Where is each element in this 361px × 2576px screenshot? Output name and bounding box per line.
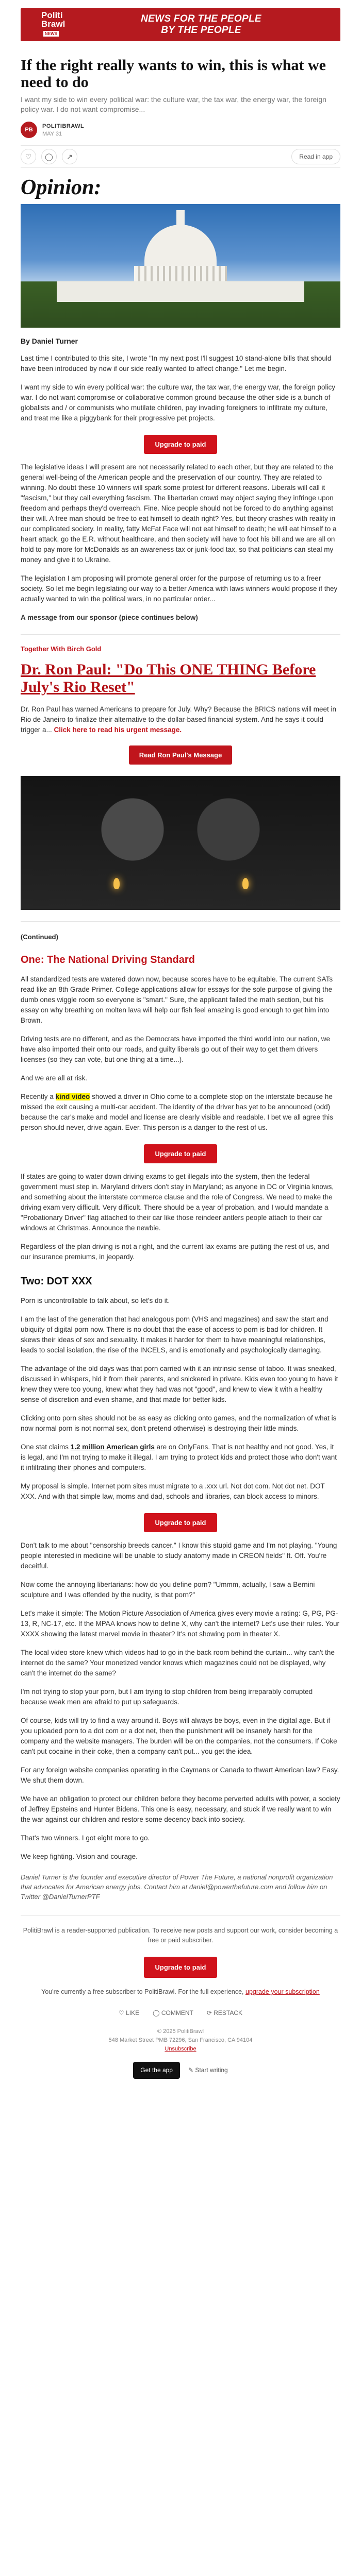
footer xyxy=(21,1915,340,2079)
restack-button[interactable]: ⟳ RESTACK xyxy=(206,2009,243,2016)
copyright: © 2025 PolitiBrawl xyxy=(157,2028,204,2035)
upgrade-button[interactable]: Upgrade to paid xyxy=(144,1957,218,1978)
sponsor-note: A message from our sponsor (piece continues below) xyxy=(21,614,198,621)
paragraph: Last time I contributed to this site, I wrote "In my next post I'll suggest 10 stand-alone bills that should have been introduced by now if our side really wanted to affect change." Let me begin. xyxy=(21,354,332,372)
paragraph: For any foreign website companies operating in the Caymans or Canada to thwart American law? Easy. We shut them down. xyxy=(21,1766,339,1784)
footer-actions xyxy=(21,2008,340,2018)
ad-body: Dr. Ron Paul has warned Americans to prepare for July. Why? Because the BRICS nations will meet in Rio de Janeiro to finalize their alternative to the dollar-based financial system. And he says it could trigger a... Click here to read his urgent message. xyxy=(21,705,337,734)
divider xyxy=(21,634,340,635)
paragraph: The local video store knew which videos had to go in the back room behind the curtain... why can't the internet do the same? Your monetized vendor knows which magazines could not be displayed, why can't the internet do the same? xyxy=(21,1649,335,1677)
paragraph: Driving tests are no different, and as the Democrats have imported the third world into our nation, we have also imported their onto our roads, and guilty liberals go out of their way to get them drivers licenses (so they can vote, but one thing at a time...). xyxy=(21,1035,331,1063)
paragraph: The advantage of the old days was that porn carried with it an intrinsic sense of taboo. It was sneaked, discussed in whispers, hid it from their parents, and snickered in private. Kids even too young to have it knew they were too young, knew what they had was not "good", and knew to view it with a healthy sense of discretion and even shame, and that made for better kids. xyxy=(21,1365,338,1403)
paragraph: I want my side to win every political war: the culture war, the tax war, the energy war, the foreign policy war. I do not want compromise or collaborative common ground because the other side is a bunch of globalists and / or communists who mutilate children, pay invading foreigners to infiltrate my culture, and treat me like a piggybank for their progressive pet projects. xyxy=(21,383,336,422)
ad-button[interactable]: Read Ron Paul's Message xyxy=(129,745,233,765)
paragraph: The legislation I am proposing will promote general order for the purpose of returning us to a freer society. So let me begin legislating our way to a better America with laws winners would propose if they actually wanted to win the political wars, in no particular order... xyxy=(21,574,338,603)
paragraph: Let's make it simple: The Motion Picture Association of America gives every movie a rating: G, PG, PG-13, R, NC-17, etc. If the MPAA knows how to define X, why can't the internet? Let's use their rules. Your XXXX showing the latest marvel movie in theater? It's not showing porn in theater X. xyxy=(21,1609,339,1638)
start-writing-link[interactable]: ✎ Start writing xyxy=(188,2066,228,2074)
author-line: By Daniel Turner xyxy=(21,337,78,345)
paragraph: Don't talk to me about "censorship breeds cancer." I know this stupid game and I'm not playing. "Young people interested in medicine will be unable to study anatomy made in CREON fields" ft. Off. You're deceitful. xyxy=(21,1541,337,1570)
paragraph: That's two winners. I got eight more to go. xyxy=(21,1834,150,1842)
highlight[interactable]: kind video xyxy=(55,1093,90,1100)
paragraph: And we are all at risk. xyxy=(21,1074,88,1082)
paragraph: If states are going to water down driving exams to get illegals into the system, then the federal government must step in. Maryland drivers don't stay in Maryland; as anyone in DC or Virginia knows, and something about the interstate commerce clause and the role of Congress. We need to make the driving exam very difficult. Very difficult. There should be a year of probation, and I would mandate a "Probationary Driver" flag attached to their car like those reindeer antlers people attach to their car windows at Christmas. Announce the newbie. xyxy=(21,1173,334,1232)
paragraph: My proposal is simple. Internet porn sites must migrate to a .xxx url. Not dot com. Not dot net. DOT XXX. And with that simple law, moms and dad, schools and libraries, can block access to minors. xyxy=(21,1482,325,1500)
post-subtitle: I want my side to win every political war: the culture war, the tax war, the energy war, the foreign policy war. I do not want compromise... xyxy=(21,95,326,113)
paragraph: Clicking onto porn sites should not be as easy as clicking onto games, and the normalization of what is now normal porn is not normal sex, don't pretend otherwise) is destroying their little minds. xyxy=(21,1414,337,1432)
paragraph: One stat claims 1.2 million American girls are on OnlyFans. That is not healthy and not good. Yes, it is legal, and I'm not trying to make it illegal. I am trying to protect kids and protect those who don't want it infiltrating their phones and computers. xyxy=(21,1443,337,1471)
header-banner[interactable] xyxy=(21,8,340,41)
ad-photo[interactable] xyxy=(21,776,340,910)
paragraph: I'm not trying to stop your porn, but I am trying to stop children from being irreparably corrupted because weak men are afraid to put up safeguards. xyxy=(21,1688,313,1706)
paragraph: Now come the annoying libertarians: how do you define porn? "Ummm, actually, I saw a Bernini sculpture and I was offended by the nudity, is that porn?" xyxy=(21,1581,315,1599)
paragraph: All standardized tests are watered down now, because scores have to be equitable. The current SATs read like an 8th Grade Primer. College applications allow for essays for the sole purpose of giving the dumb ones wiggle room so everyone is "smart." Sure, the applicant failed the math section, but his essay on why breathing on molten lava will help our fish feel amazing is good enough to get him into Brown. xyxy=(21,975,333,1024)
free-subscriber-note: You're currently a free subscriber to PolitiBrawl. For the full experience, upgrade your subscription xyxy=(41,1988,320,1995)
paragraph: Recently a kind video showed a driver in Ohio come to a complete stop on the interstate because he missed the exit causing a multi-car accident. The identity of the driver has yet to be announced (odd) because the car's make and model and license are clearly visible and readable. I bet we all agree this person should never, drive again. Ever. This person is a danger to the rest of us. xyxy=(21,1093,333,1131)
post-actions xyxy=(21,145,340,168)
post-date: MAY 31 xyxy=(42,130,62,137)
logo-top-text: Politi xyxy=(41,10,63,20)
publication-name[interactable]: POLITIBRAWL xyxy=(42,123,85,129)
paragraph: Porn is uncontrollable to talk about, so let's do it. xyxy=(21,1297,170,1304)
paragraph: I am the last of the generation that had analogous porn (VHS and magazines) and saw the start and ubiquity of digital porn now. There is no doubt that the ease of access to porn is bad for children. It skews their ideas of sex and sexuality. It makes it harder for them to have meaningful relationships, leads to social isolation, the rise of the INCELS, and is emotionally and psychologically damaging. xyxy=(21,1315,329,1354)
section-heading: One: The National Driving Standard xyxy=(21,954,195,965)
continued-label: (Continued) xyxy=(21,933,58,941)
ad-link[interactable]: Click here to read his urgent message. xyxy=(54,726,182,734)
post-title[interactable]: If the right really wants to win, this is what we need to do xyxy=(21,57,326,91)
comment-button[interactable]: ◯ COMMENT xyxy=(153,2009,193,2016)
heart-icon[interactable]: ♡ xyxy=(21,149,36,164)
paragraph: We keep fighting. Vision and courage. xyxy=(21,1853,138,1860)
stat-link[interactable]: 1.2 million American girls xyxy=(70,1443,155,1451)
like-button[interactable]: ♡ LIKE xyxy=(118,2009,140,2016)
reader-note: PolitiBrawl is a reader-supported publication. To receive new posts and support our work, consider becoming a free or paid subscriber. xyxy=(23,1927,338,1944)
divider xyxy=(21,921,340,922)
paragraph: The legislative ideas I will present are not necessarily related to each other, but they are related to the general well-being of the American people and the preservation of our country. They are related to winning. No doubt these 10 winners will spark some protest for different reasons. Liberals will call it "fascism," but they call everything fascism. The libertarian crowd may object saying they infringe upon freedom and perhaps they'd overreach. Fine. Nice people should not be forced to do anything against their will. A free man should be free to eat himself to death right? Yes, but theory crashes with reality in our complicated society. In reality, fatty McFat Face will not eat himself to death; he will eat himself to a heart attack, go the E.R. without healthcare, and then society will have to foot his bill and we are all on hold to pay more for McDonalds as an awareness tax or junk-food tax, so that politicians can steal my money and give it to Ukraine. xyxy=(21,463,337,564)
comment-icon[interactable]: ◯ xyxy=(41,149,57,164)
capitol-image xyxy=(21,204,340,328)
unsubscribe-link[interactable]: Unsubscribe xyxy=(165,2046,196,2052)
avatar[interactable]: PB xyxy=(21,122,37,138)
paragraph: Regardless of the plan driving is not a right, and the current lax exams are putting the rest of us, and our insurance premiums, in jeopardy. xyxy=(21,1243,330,1261)
politibrawl-logo xyxy=(41,12,83,37)
section-label: Opinion: xyxy=(21,176,102,199)
paragraph: Of course, kids will try to find a way around it. Boys will always be boys, even in the digital age. But if you uploaded porn to a dot com or a dot net, then the punishment will be insanely harsh for the company and the website managers. The burden will be on the companies, not the consumers. If Coke can't put cocaine in their coke, then a company can't put... you get the idea. xyxy=(21,1717,337,1755)
get-app-button[interactable]: Get the app xyxy=(133,2062,180,2079)
read-in-app-button[interactable]: Read in app xyxy=(291,149,340,164)
byline xyxy=(21,122,340,138)
app-links xyxy=(21,2062,340,2079)
section-heading: Two: DOT XXX xyxy=(21,1276,92,1287)
address: 548 Market Street PMB 72296, San Francisco, CA 94104 xyxy=(108,2037,253,2043)
header-tagline: NEWS FOR THE PEOPLE BY THE PEOPLE xyxy=(141,13,261,36)
share-icon[interactable]: ↗ xyxy=(62,149,77,164)
upgrade-button[interactable]: Upgrade to paid xyxy=(144,1513,218,1532)
logo-bottom-text: Brawl xyxy=(41,19,65,29)
legal-info xyxy=(21,2027,340,2054)
ad-heading[interactable]: Together With Birch Gold xyxy=(21,645,102,653)
paragraph: We have an obligation to protect our children before they become perverted adults with power, a society of Jeffrey Epsteins and Hunter Bidens. This one is easy, necessary, and stuck if we really want to win the war against our children and restore some decency back into society. xyxy=(21,1795,340,1823)
author-bio: Daniel Turner is the founder and executive director of Power The Future, a national nonprofit organization that advocates for American energy jobs. Contact him at daniel@powerthefuture.com and follow him on Twitter @DanielTurnerPTF xyxy=(21,1873,333,1901)
ad-title[interactable]: Dr. Ron Paul: "Do This ONE THING Before July's Rio Reset" xyxy=(21,661,316,696)
upgrade-link[interactable]: upgrade your subscription xyxy=(245,1988,320,1995)
logo-news-badge: NEWS xyxy=(43,31,59,37)
upgrade-button[interactable]: Upgrade to paid xyxy=(144,1144,218,1163)
upgrade-button[interactable]: Upgrade to paid xyxy=(144,435,218,454)
